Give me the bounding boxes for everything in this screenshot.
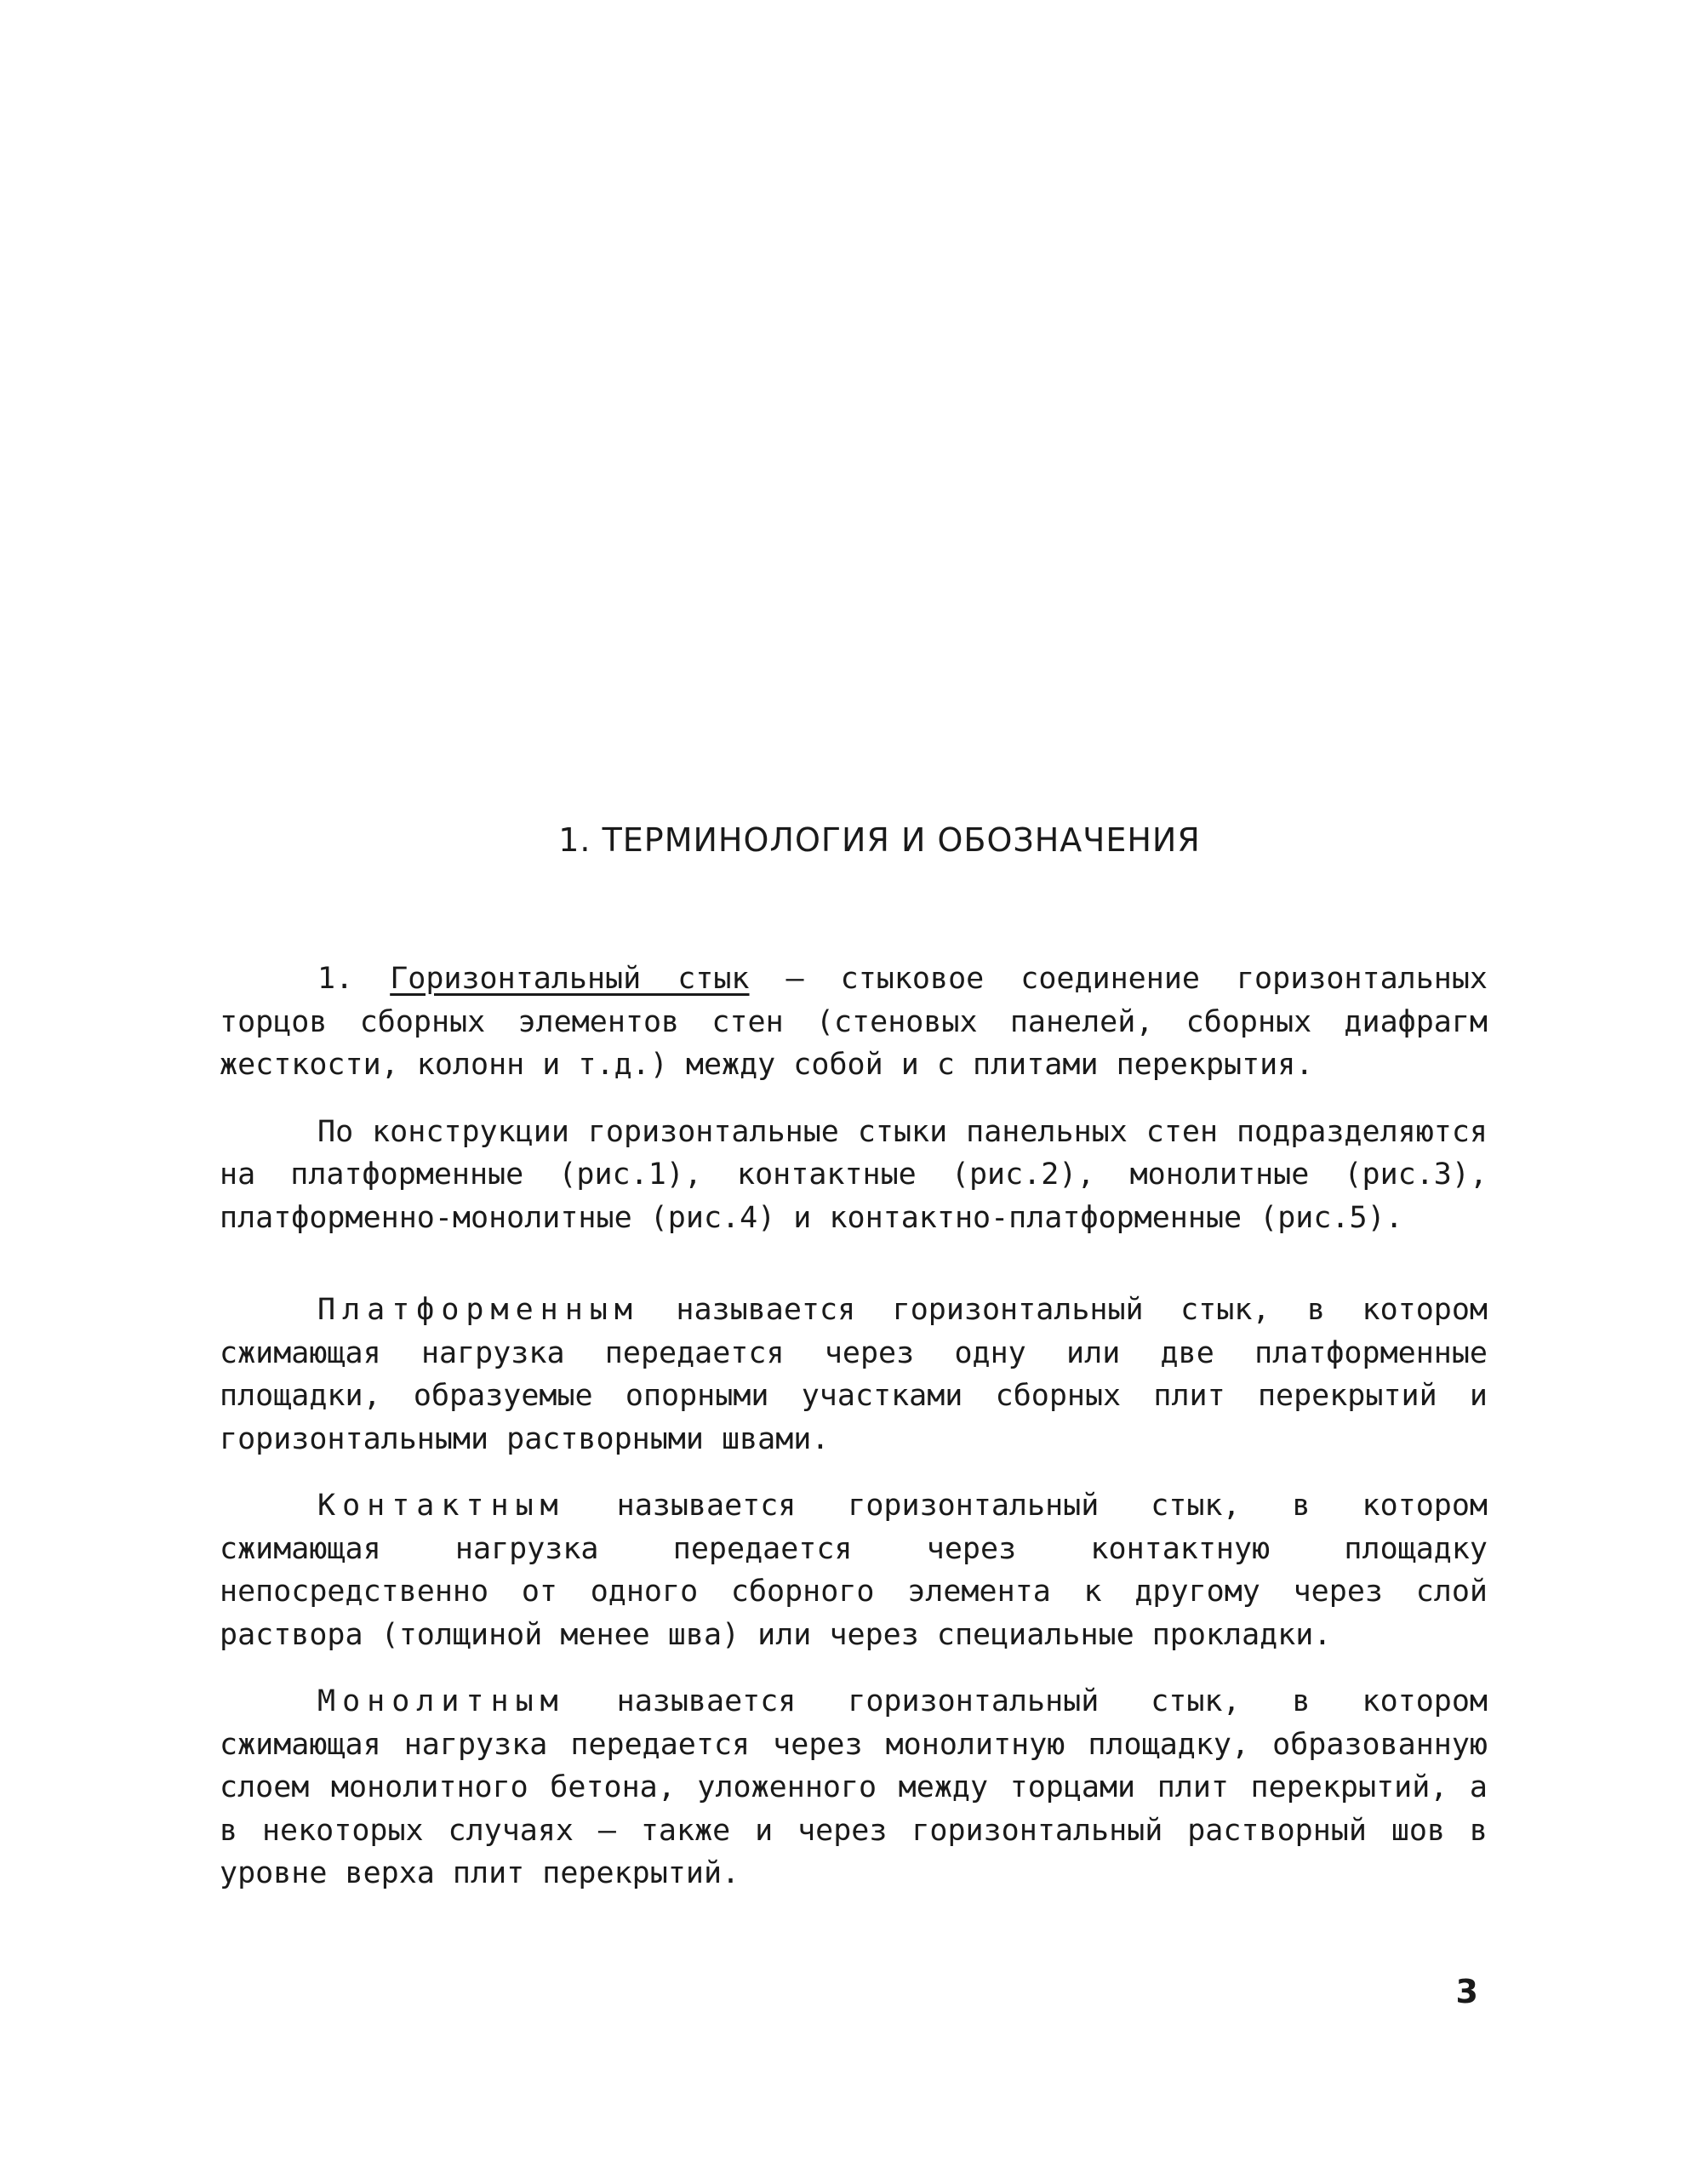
paragraph-monolithic-joint	[220, 1680, 1488, 1895]
definition-text: называется горизонтальный стык, в котором сжимающая нагрузка передается через одну или две платформенные площадки, образуемые опорными участками сборных плит перекрытий и горизонтальными растворными швами.	[220, 1293, 1488, 1456]
definition-text: – стыковое соединение горизонтальных торцов сборных элементов стен (стеновых панелей, сборных диафрагм жесткости, колонн и т.д.) между собой и с плитами перекрытия.	[220, 962, 1488, 1082]
term-platform: Платформенным	[317, 1293, 639, 1327]
item-number: 1.	[317, 962, 354, 996]
term-monolithic: Монолитным	[317, 1684, 565, 1718]
term-horizontal-joint: Горизонтальный стык	[390, 962, 750, 996]
page-number: 3	[1455, 1973, 1478, 2010]
section-heading: 1. ТЕРМИНОЛОГИЯ И ОБОЗНАЧЕНИЯ	[558, 821, 1201, 859]
term-contact: Контактным	[317, 1489, 565, 1523]
paragraph-contact-joint	[220, 1484, 1488, 1656]
body-text	[220, 958, 1488, 1895]
definition-text: называется горизонтальный стык, в котором сжимающая нагрузка передается через контактную площадку непосредственно от одного сборного элемента к другому через слой раствора (толщиной менее шва) или через специальные прокладки.	[220, 1489, 1488, 1652]
definition-text: называется горизонтальный стык, в котором сжимающая нагрузка передается через монолитную площадку, образованную слоем монолитного бетона, уложенного между торцами плит перекрытий, а в некоторых случаях – также и через горизонтальный растворный шов в уровне верха плит перекрытий.	[220, 1684, 1488, 1890]
paragraph-definition-horizontal-joint	[220, 958, 1488, 1087]
paragraph-joint-types: По конструкции горизонтальные стыки панельных стен подразделяются на платформенные (рис.1), контактные (рис.2), монолитные (рис.3), платформенно-монолитные (рис.4) и контактно-платформенные (рис.5).	[220, 1114, 1488, 1235]
paragraph-platform-joint	[220, 1289, 1488, 1461]
